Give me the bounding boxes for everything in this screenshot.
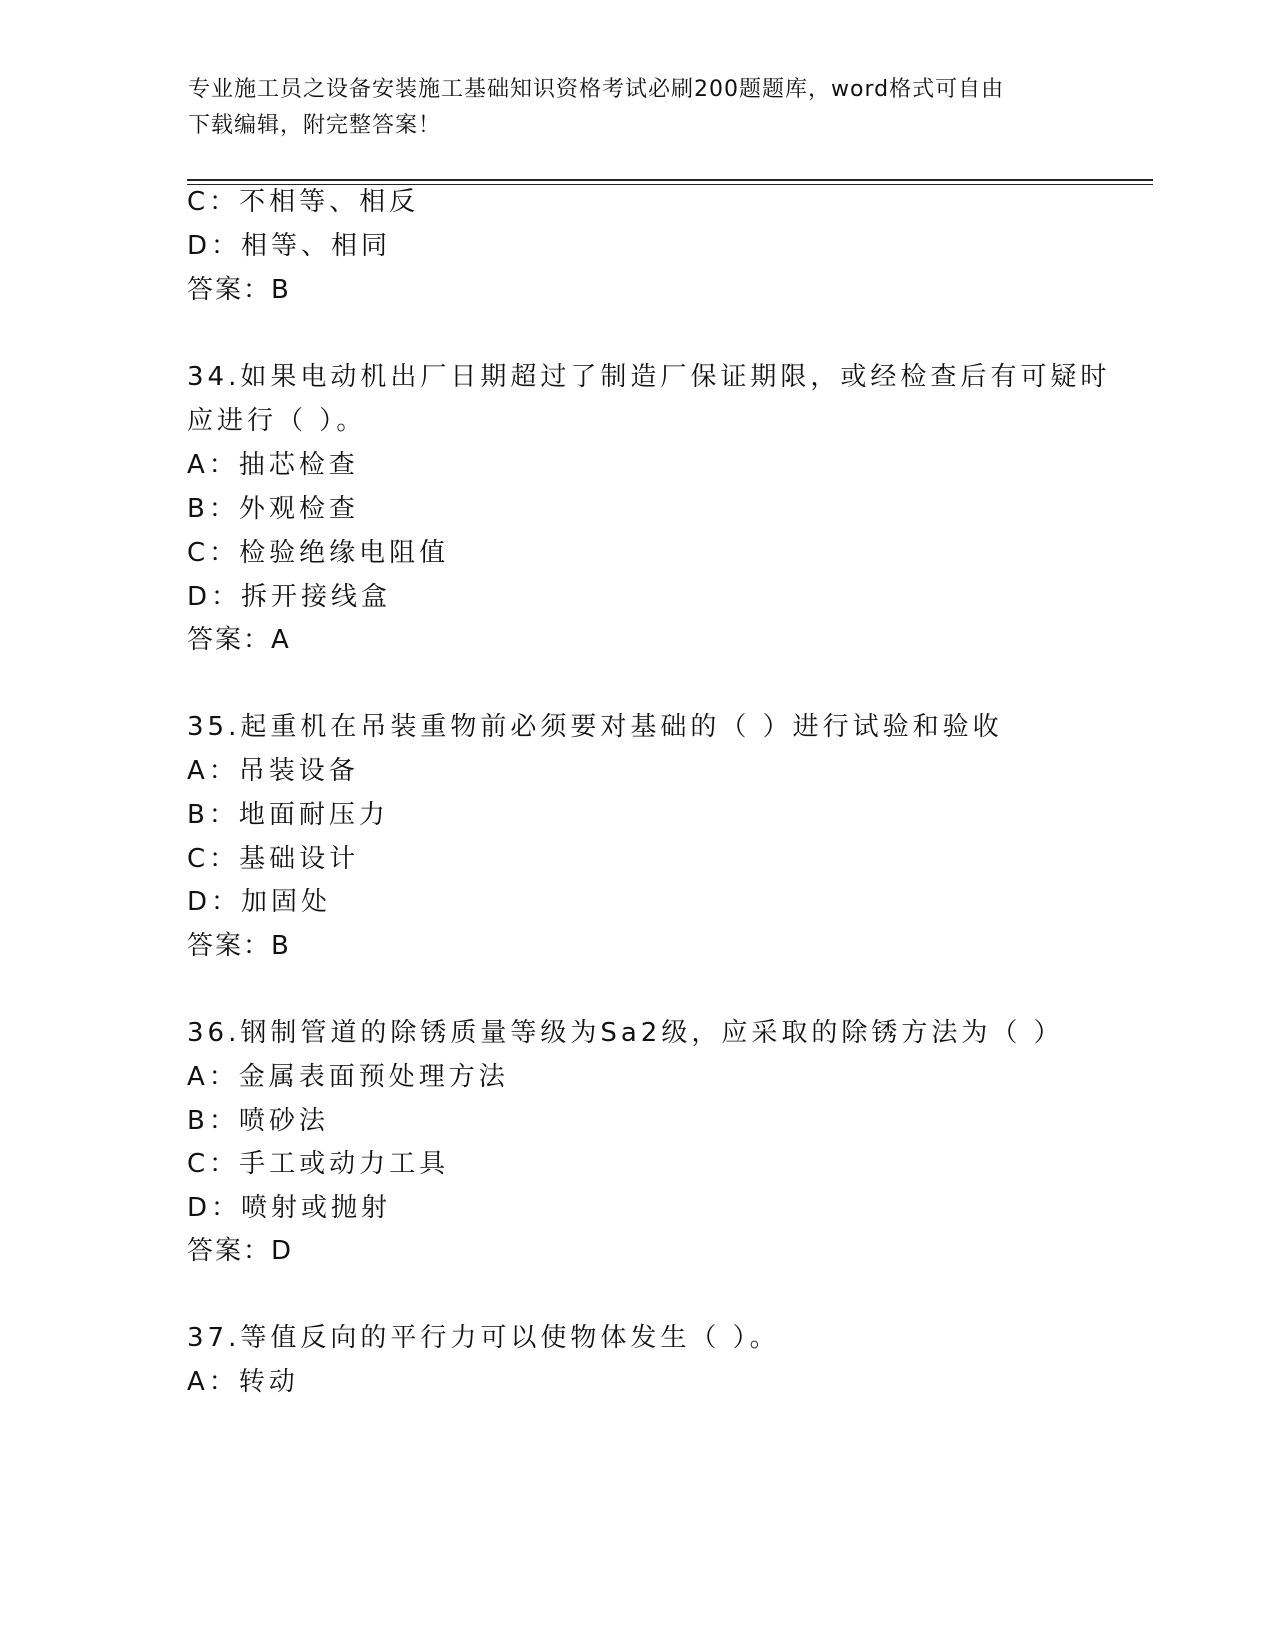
question-35-option-c: C：基础设计	[187, 844, 360, 874]
header-divider-thick	[187, 179, 1153, 181]
question-37-stem: 37.等值反向的平行力可以使物体发生（ ）。	[187, 1323, 780, 1353]
document-header	[188, 72, 1088, 144]
question-34-option-c: C：检验绝缘电阻值	[187, 538, 450, 568]
question-35-option-d: D：加固处	[187, 887, 332, 917]
option-c: C：不相等、相反	[187, 187, 420, 217]
question-34-answer: 答案：A	[187, 625, 291, 655]
question-35-answer: 答案：B	[187, 931, 291, 961]
question-35-option-b: B：地面耐压力	[187, 800, 389, 830]
question-34-option-a: A：抽芯检查	[187, 450, 359, 480]
question-35-stem: 35.起重机在吊装重物前必须要对基础的（ ）进行试验和验收	[187, 712, 1003, 742]
question-34-option-b: B：外观检查	[187, 494, 359, 524]
question-36-stem: 36.钢制管道的除锈质量等级为Sa2级，应采取的除锈方法为（ ）	[187, 1018, 1064, 1048]
question-36-option-d: D：喷射或抛射	[187, 1193, 392, 1223]
answer-line: 答案：B	[187, 275, 291, 305]
question-34-option-d: D：拆开接线盒	[187, 582, 392, 612]
question-36-option-c: C：手工或动力工具	[187, 1149, 450, 1179]
option-d: D：相等、相同	[187, 231, 392, 261]
question-37-option-a: A：转动	[187, 1367, 299, 1397]
question-36-answer: 答案：D	[187, 1236, 294, 1266]
header-title-line-2: 下载编辑，附完整答案！	[188, 113, 442, 138]
question-34-stem: 34.如果电动机出厂日期超过了制造厂保证期限，或经检查后有可疑时	[187, 362, 1111, 392]
question-35-option-a: A：吊装设备	[187, 756, 359, 786]
header-title-line-1: 专业施工员之设备安装施工基础知识资格考试必刷200题题库，word格式可自由	[188, 77, 1005, 102]
question-36-option-b: B：喷砂法	[187, 1106, 329, 1136]
question-34-stem-continued: 应进行（ ）。	[187, 406, 367, 436]
question-36-option-a: A：金属表面预处理方法	[187, 1062, 509, 1092]
